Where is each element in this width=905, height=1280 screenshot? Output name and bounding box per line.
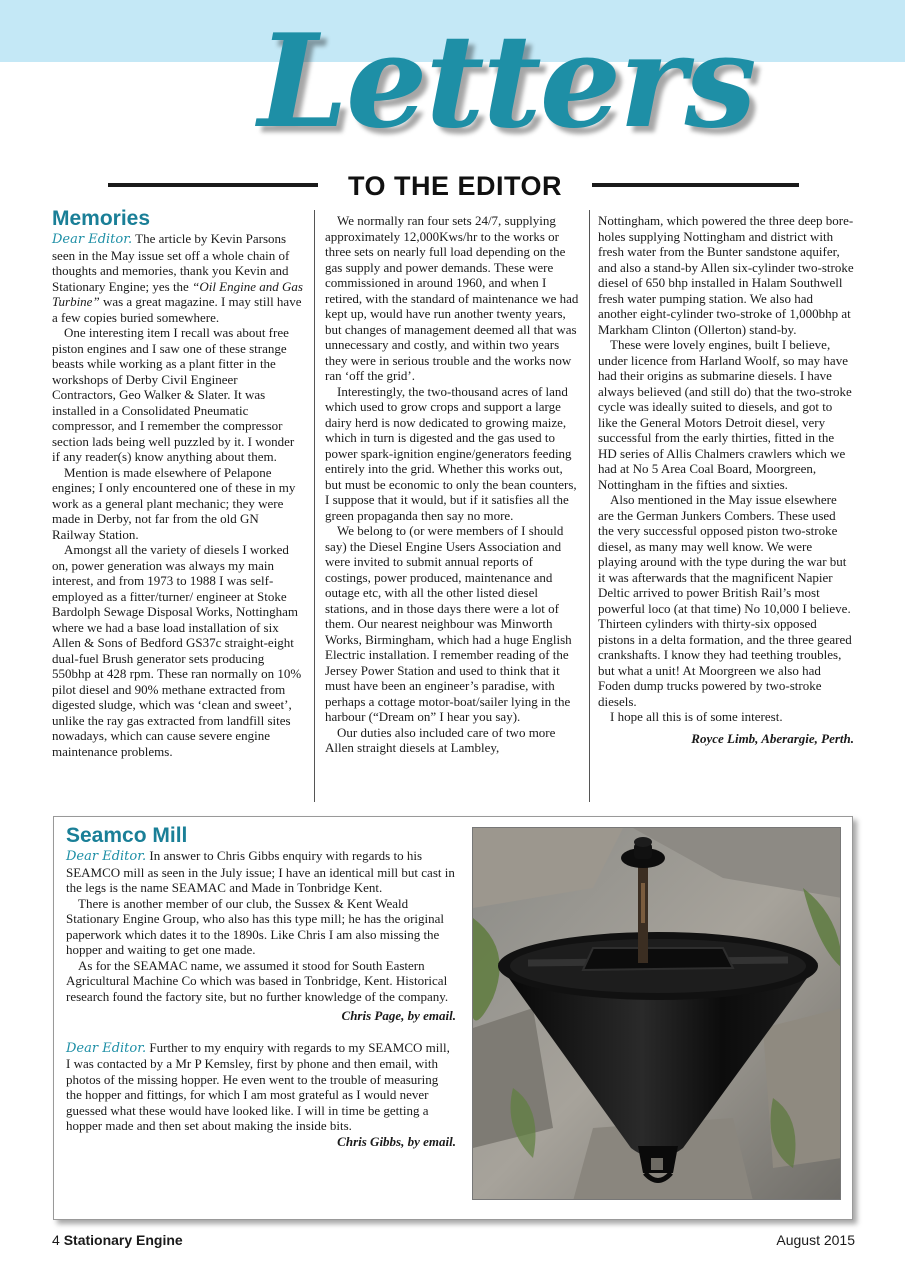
memories-signature: Royce Limb, Aberargie, Perth. (691, 730, 854, 746)
page-number: 4 (52, 1232, 60, 1248)
page-title: Letters (258, 7, 755, 157)
column-divider (314, 210, 315, 802)
memories-para-12: I hope all this is of some interest. (610, 709, 783, 724)
seamco-letter1-para-3: As for the SEAMAC name, we assumed it stood for South Eastern Agricultural Machine Co which was based in Tonbridge, Kent. Historical research found the factory site, but no further knowledge of the company. (66, 957, 449, 1004)
memories-para-7: We belong to (or were members of I should say) the Diesel Engine Users Association and were invited to submit annual reports of costings, power produced, maintenance and outage etc, with all the other listed diesel stations, and in those days there were a lot of them. Our nearest neighbour was Minworth Works, Birmingham, which had a huge English Electric installation. I remember reading of the Jersey Power Station and used to think that it must have been an engineer’s paradise, with perhaps a cottage motor-boat/sailer lying in the harbour (“Dream on” I hear you say). (325, 523, 572, 724)
title-rule-left (108, 183, 318, 187)
memories-para-2: One interesting item I recall was about free piston engines and I saw one of these strange beasts while working as a plant fitter in the workshops of Derby Civil Engineer Contractors, Geo Walker & Slater. It was installed in a Consolidated Pneumatic compressor, and I remember the compressor section lads being well puzzled by it. I wonder if any reader(s) know anything about them. (52, 325, 295, 464)
hopper-illustration (473, 828, 841, 1200)
seamco-letter1-para-1: Dear Editor. In answer to Chris Gibbs enquiry with regards to his SEAMCO mill as seen in the July issue; I have an identical mill but cast in the legs is the name SEAMAC and Made in Tonbridge Kent. (66, 848, 455, 895)
seamco-letter2-para-1: Dear Editor. Further to my enquiry with regards to my SEAMCO mill, I was contacted by a Mr P Kemsley, first by phone and then email, with photos of the missing hopper. He even went to the trouble of measuring the hopper and fittings, for which I am most grateful as I would never guessed what these would have looked like. I will in time be getting a hopper made and then set about making the inside bits. (66, 1039, 450, 1133)
title-rule-right (592, 183, 799, 187)
seamco-heading: Seamco Mill (66, 824, 188, 847)
memories-para-8: Our duties also included care of two more Allen straight diesels at Lambley, (325, 724, 556, 755)
memories-column-1 (52, 207, 304, 759)
memories-para-9: Nottingham, which powered the three deep bore-holes supplying Nottingham and district with fresh water from the Bunter sandstone aquifer, and also a stand-by Allen six-cylinder two-stroke diesel of 650 bhp installed in Halam Southwell fresh water pumping station. We also had another eight-cylinder two-stroke of 1,000bhp at Markham Clinton (Ollerton) stand-by. (598, 213, 854, 337)
memories-para-3: Mention is made elsewhere of Pelapone engines; I only encountered one of these in my work as a general plant mechanic; they were made in Derby, not far from the old GN Railway Station. (52, 464, 296, 542)
memories-para-1: Dear Editor. The article by Kevin Parsons seen in the May issue set off a whole chain of thoughts and memories, thank you Kevin and Stationary Engine; yes the “Oil Engine and Gas Turbine” was a great magazine. I may still have a few copies buried somewhere. (52, 231, 303, 325)
seamco-letter1-salutation: Dear Editor. (66, 849, 147, 864)
magazine-name: Stationary Engine (63, 1232, 183, 1248)
memories-para-4: Amongst all the variety of diesels I worked on, power generation was always my main interest, and from 1973 to 1988 I was self-employed as a fitter/turner/ engineer at Stoke Bardolph Sewage Disposal Works, Nottingham where we had a base load installation of six Allen & Sons of Bedford GS37c straight-eight dual-fuel Brush generator sets producing 550bhp at 428 rpm. These ran normally on 10% pilot diesel and 90% methane extracted from digested sludge, which was ‘clean and sweet’, unlike the ray gas extracted from landfill sites nowadays, which can cause severe engine maintenance problems. (52, 542, 302, 759)
memories-heading: Memories (52, 207, 151, 230)
seamco-letter1-para-2: There is another member of our club, the Sussex & Kent Weald Stationary Engine Group, who also has this type mill; he has the original paperwork which dates it to the 1890s. Like Chris I am also missing the hopper and waiting to get one made. (66, 895, 445, 957)
hopper-photo (472, 827, 841, 1200)
seamco-letter1-signature: Chris Page, by email. (341, 1008, 456, 1023)
memories-para-5: We normally ran four sets 24/7, supplying approximately 12,000Kws/hr to the works or three sets on nearly full load depending on the gas supply and power demands. These were commissioned in around 1960, and when I retired, with the standard of maintenance we had kept up, would have run another twenty years, but changes of management deemed all that was unnecessary and costly, and within two years they were in serious trouble and the works now ran ‘off the grid’. (325, 213, 579, 383)
memories-column-2 (325, 213, 580, 756)
column-divider (589, 210, 590, 802)
footer-left (52, 1232, 183, 1248)
seamco-text (66, 823, 456, 1149)
memories-para-6: Interestingly, the two-thousand acres of land which used to grow crops and support a large dairy herd is now dedicated to growing maize, which in turn is digested and the gas used to power spark-ignition engine/generators feeding entirely into the grid. Whether this works out, but must be economic to only the bean counters, I suppose that it would, but if it satisfies all the green propaganda then say no more. (325, 383, 577, 523)
issue-date: August 2015 (776, 1232, 855, 1248)
seamco-letter2-signature: Chris Gibbs, by email. (337, 1133, 456, 1149)
page-subtitle: TO THE EDITOR (347, 171, 563, 201)
memories-column-3 (598, 213, 854, 746)
seamco-letter2-salutation: Dear Editor. (66, 1040, 147, 1056)
memories-para-10: These were lovely engines, built I believe, under licence from Harland Woolf, so may have had their origins as submarine diesels. I have always believed (and still do) that the two-stroke cycle was ideally suited to diesels, and got to like the General Motors Detroit diesel, very successful from the early thirties, fitted in the HD series of Allis Chalmers crawlers which we had at No 5 Area Coal Board, Moorgreen, Nottingham in the fifties and sixties. (598, 337, 852, 492)
memories-salutation: Dear Editor. (52, 232, 133, 247)
memories-para-11: Also mentioned in the May issue elsewhere are the German Junkers Combers. These used the very successful opposed piston two-stroke diesel, as many may well know. We were playing around with the type during the war but it was afterwards that the magnificent Napier Deltic arrived to power British Rail’s most powerful loco (at that time) No 10,000 I believe. Thirteen cylinders with thirty-six opposed pistons in a delta formation, and the three geared crankshafts. I know they had teething troubles, but what a unit! At Moorgreen we also had Foden dump trucks powered by two-stroke diesels. (598, 492, 852, 709)
